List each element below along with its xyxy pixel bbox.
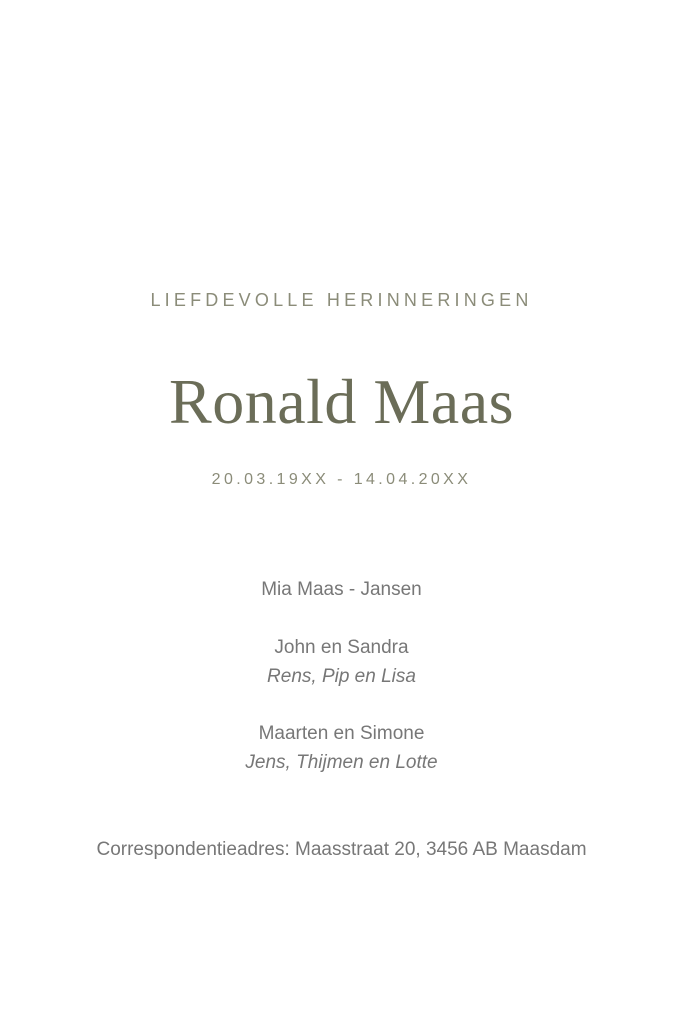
deceased-name: Ronald Maas bbox=[169, 366, 514, 437]
spouse-name: Mia Maas - Jansen bbox=[261, 579, 422, 600]
grandchildren-names-2: Jens, Thijmen en Lotte bbox=[245, 752, 438, 773]
life-dates: 20.03.19XX - 14.04.20XX bbox=[211, 471, 472, 488]
grandchildren-names-1: Rens, Pip en Lisa bbox=[267, 666, 416, 687]
eyebrow-title: LIEFDEVOLLE HERINNERINGEN bbox=[150, 290, 533, 310]
correspondence-address: Correspondentieadres: Maasstraat 20, 3456 AB Maasdam bbox=[96, 839, 587, 860]
child-names-2: Maarten en Simone bbox=[258, 723, 425, 744]
child-names-1: John en Sandra bbox=[274, 637, 409, 658]
